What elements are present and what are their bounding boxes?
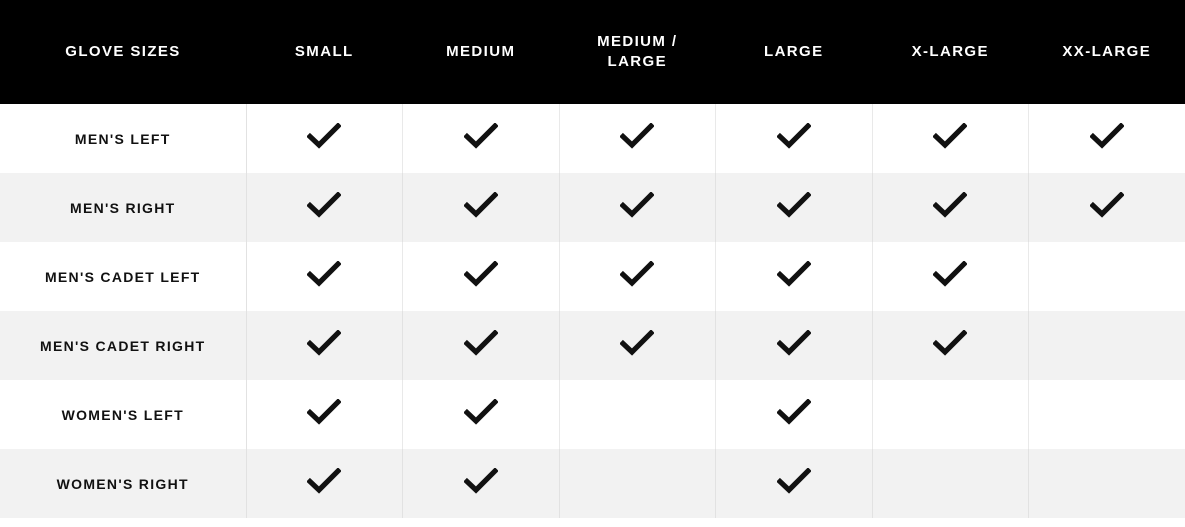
checkmark-icon [620,123,654,149]
table-header [0,0,1185,104]
checkmark-icon [777,330,811,356]
table-row [0,380,1185,449]
checkmark-icon [777,399,811,425]
column-header-large: LARGE [716,0,873,104]
cell-mens-left-large [716,104,873,173]
checkmark-icon [620,261,654,287]
checkmark-icon [933,261,967,287]
cell-mens-cadet-right-medium-large [559,311,716,380]
table-row [0,104,1185,173]
table-row [0,242,1185,311]
checkmark-icon [620,330,654,356]
row-label-mens-cadet-left: MEN'S CADET LEFT [0,242,246,311]
column-header-medium-large-line2: LARGE [607,53,667,70]
checkmark-icon [307,399,341,425]
table-row [0,311,1185,380]
checkmark-icon [1090,192,1124,218]
table-row [0,173,1185,242]
cell-mens-cadet-right-large [716,311,873,380]
checkmark-icon [933,330,967,356]
checkmark-icon [777,468,811,494]
cell-mens-cadet-left-x-large [872,242,1029,311]
column-header-x-large: X-LARGE [872,0,1029,104]
cell-mens-right-small [246,173,403,242]
row-label-womens-right: WOMEN'S RIGHT [0,449,246,518]
cell-mens-left-x-large [872,104,1029,173]
checkmark-icon [777,261,811,287]
checkmark-icon [307,330,341,356]
column-header-glove-sizes: GLOVE SIZES [0,0,246,104]
cell-mens-cadet-left-medium [403,242,560,311]
checkmark-icon [620,192,654,218]
cell-mens-left-small [246,104,403,173]
cell-mens-right-large [716,173,873,242]
cell-womens-right-medium [403,449,560,518]
cell-mens-cadet-left-small [246,242,403,311]
checkmark-icon [933,192,967,218]
checkmark-icon [464,192,498,218]
cell-mens-right-medium [403,173,560,242]
checkmark-icon [464,123,498,149]
table-row [0,449,1185,518]
checkmark-icon [307,261,341,287]
cell-mens-left-medium [403,104,560,173]
cell-mens-cadet-right-xx-large [1029,311,1185,380]
table-body [0,104,1185,518]
checkmark-icon [464,330,498,356]
cell-womens-left-xx-large [1029,380,1185,449]
cell-womens-left-x-large [872,380,1029,449]
checkmark-icon [464,399,498,425]
cell-womens-right-medium-large [559,449,716,518]
header-row [0,0,1185,104]
row-label-womens-left: WOMEN'S LEFT [0,380,246,449]
column-header-xx-large: XX-LARGE [1029,0,1185,104]
checkmark-icon [307,468,341,494]
column-header-medium: MEDIUM [403,0,560,104]
cell-mens-cadet-left-medium-large [559,242,716,311]
cell-womens-right-xx-large [1029,449,1185,518]
cell-womens-right-small [246,449,403,518]
cell-womens-left-medium [403,380,560,449]
cell-mens-cadet-right-medium [403,311,560,380]
checkmark-icon [933,123,967,149]
checkmark-icon [307,192,341,218]
column-header-medium-large [559,0,716,104]
cell-womens-left-medium-large [559,380,716,449]
cell-mens-cadet-left-xx-large [1029,242,1185,311]
row-label-mens-left: MEN'S LEFT [0,104,246,173]
cell-mens-right-medium-large [559,173,716,242]
cell-mens-left-xx-large [1029,104,1185,173]
cell-mens-right-x-large [872,173,1029,242]
cell-womens-left-small [246,380,403,449]
cell-womens-right-x-large [872,449,1029,518]
cell-mens-cadet-right-x-large [872,311,1029,380]
checkmark-icon [777,123,811,149]
cell-womens-left-large [716,380,873,449]
row-label-mens-right: MEN'S RIGHT [0,173,246,242]
checkmark-icon [464,261,498,287]
checkmark-icon [307,123,341,149]
cell-mens-cadet-right-small [246,311,403,380]
column-header-small: SMALL [246,0,403,104]
cell-mens-left-medium-large [559,104,716,173]
checkmark-icon [777,192,811,218]
checkmark-icon [1090,123,1124,149]
cell-mens-cadet-left-large [716,242,873,311]
row-label-mens-cadet-right: MEN'S CADET RIGHT [0,311,246,380]
cell-mens-right-xx-large [1029,173,1185,242]
cell-womens-right-large [716,449,873,518]
column-header-medium-large-line1: MEDIUM / [597,32,678,50]
checkmark-icon [464,468,498,494]
